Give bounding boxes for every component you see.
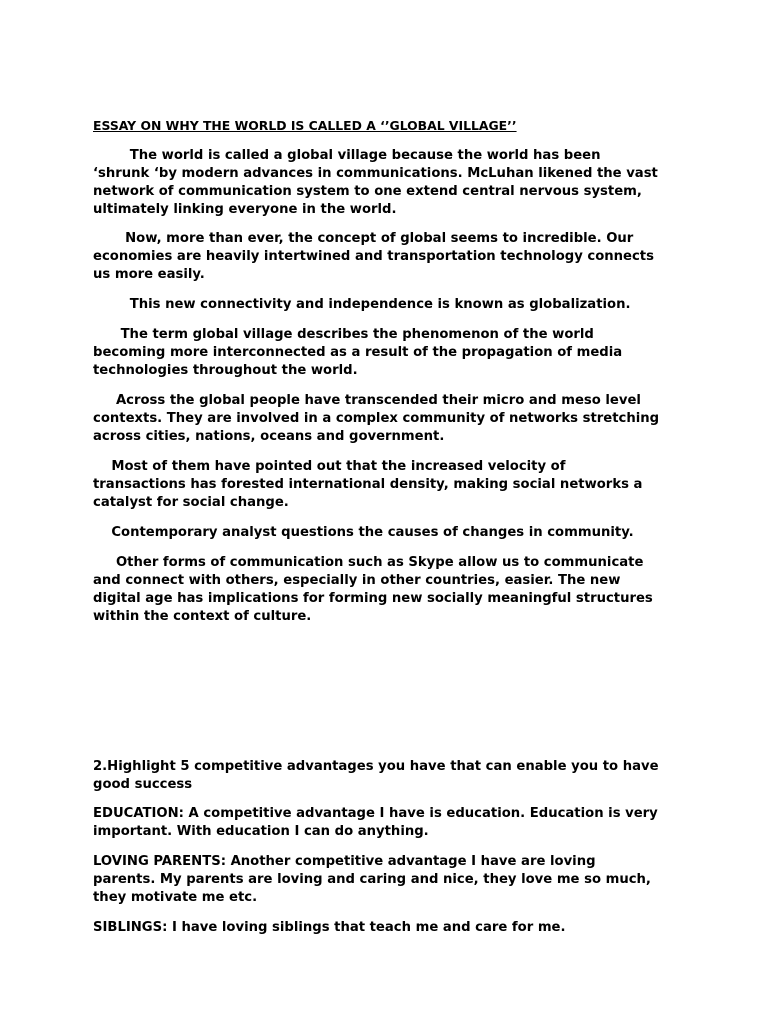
essay-paragraph-6: Most of them have pointed out that the increased velocity of transactions has forested international density, making social networks a catalyst for social change.: [93, 459, 643, 510]
essay-paragraph-4: The term global village describes the phenomenon of the world becoming more interconnected as a result of the propagation of media technologies throughout the world.: [93, 327, 623, 378]
essay-paragraph-7: Contemporary analyst questions the causes of changes in community.: [93, 525, 634, 540]
advantage-siblings: SIBLINGS: I have loving siblings that teach me and care for me.: [93, 920, 566, 935]
essay-paragraph-3: This new connectivity and independence is known as globalization.: [93, 297, 631, 312]
question-2-heading: 2.Highlight 5 competitive advantages you have that can enable you to have good success: [93, 759, 659, 792]
essay-paragraph-8: Other forms of communication such as Skype allow us to communicate and connect with others, especially in other countries, easier. The new digital age has implications for forming new socially meaningful structures within the context of culture.: [93, 555, 653, 624]
essay-paragraph-1: The world is called a global village because the world has been ‘shrunk ‘by modern advances in communications. McLuhan likened the vast network of communication system to one extend central nervous system, ultimately linking everyone in the world.: [93, 148, 658, 217]
essay-paragraph-2: Now, more than ever, the concept of global seems to incredible. Our economies are heavily intertwined and transportation technology connects us more easily.: [93, 231, 654, 282]
advantage-education: EDUCATION: A competitive advantage I have is education. Education is very important. With education I can do anything.: [93, 806, 658, 839]
essay-paragraph-5: Across the global people have transcended their micro and meso level contexts. They are involved in a complex community of networks stretching across cities, nations, oceans and government.: [93, 393, 660, 444]
advantage-loving-parents: LOVING PARENTS: Another competitive advantage I have are loving parents. My parents are loving and caring and nice, they love me so much, they motivate me etc.: [93, 854, 651, 905]
essay-title: ESSAY ON WHY THE WORLD IS CALLED A ‘’GLOBAL VILLAGE’’: [93, 118, 517, 133]
